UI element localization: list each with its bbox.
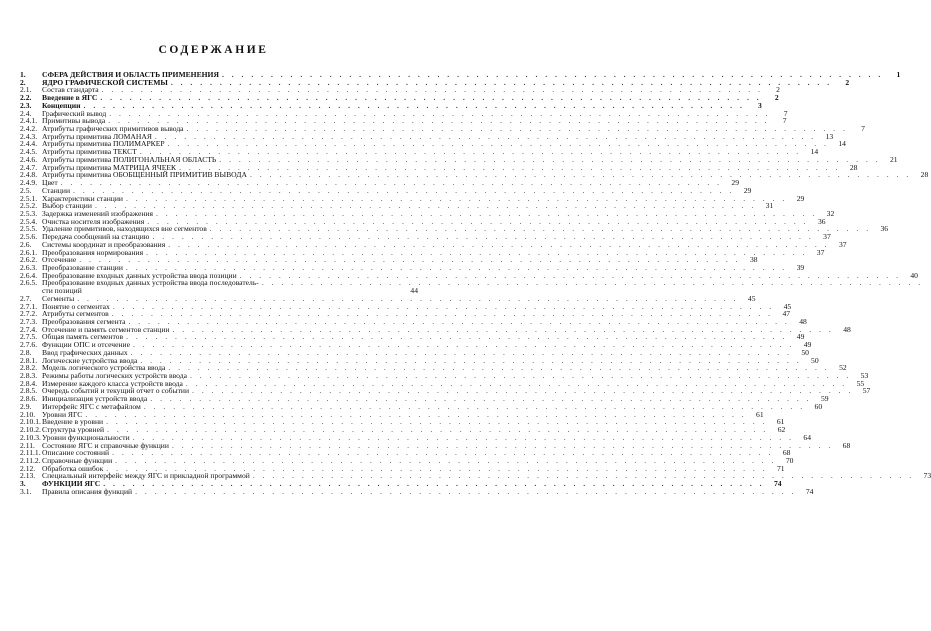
toc-entry-number: 2.4.3.: [20, 131, 38, 141]
toc-entry-number: 1.: [20, 70, 26, 79]
toc-entry-number: 2.8.1.: [20, 355, 38, 365]
toc-entry-page: 29: [731, 178, 740, 188]
toc-entry-page: 1: [896, 70, 901, 79]
toc-entry-title: Преобразование входных данных устройства ввода позиции: [42, 270, 237, 280]
toc-entry-title: Обработка ошибок: [42, 463, 104, 473]
dot-leader: [262, 279, 923, 287]
toc-entry-page: 40: [910, 270, 918, 280]
toc-entry-page: 74: [805, 486, 814, 496]
toc-entry-title: Ввод графических данных: [42, 347, 128, 357]
toc-entry-page: 37: [816, 247, 825, 257]
toc-entry-number: 2.8.5.: [20, 386, 38, 396]
toc-entry-title: Уровни ЯГС: [42, 409, 83, 419]
toc-entry-page: 29: [743, 185, 752, 195]
toc-entry-page: 61: [756, 409, 764, 419]
toc-entry-page: 50: [811, 355, 819, 365]
toc-entry-page: 50: [801, 347, 809, 357]
toc-entry-number: 2.4.8.: [20, 170, 38, 180]
toc-entry-number: 2.5.5.: [20, 224, 38, 234]
toc-entry-title: Состояние ЯГС и справочные функции: [42, 440, 169, 450]
toc-entry-number: 2.5.1.: [20, 193, 38, 203]
toc-entry-title: Общая память сегментов: [42, 332, 124, 342]
toc-entry-title: Отсечение и память сегментов станции: [42, 324, 170, 334]
toc-entry-title: Атрибуты примитива ПОЛИМАРКЕР: [42, 139, 165, 149]
toc-entry-title: Удаление примитивов, находящихся вне сегментов: [42, 224, 207, 234]
toc-entry-number: 2.1.: [20, 85, 32, 95]
toc-entry-page: 39: [796, 262, 805, 272]
toc-entry-title: Состав стандарта: [42, 85, 99, 95]
toc-entry-page: 53: [860, 371, 869, 381]
toc-entry-title: Описание состояний: [42, 448, 110, 458]
toc-entry-title: Правила описания функций: [42, 486, 133, 496]
toc-entry-page: 21: [890, 154, 898, 164]
toc-entry-title: Графический вывод: [42, 108, 107, 118]
toc-entry-number: 2.4.9.: [20, 178, 38, 188]
toc-entry-title: Системы координат и преобразования: [42, 239, 166, 249]
toc-entry-number: 2.10.3.: [20, 432, 41, 442]
toc-entry-page: 68: [842, 440, 851, 450]
toc-entry-title: Отсечение: [42, 255, 77, 265]
toc-entry-number: 2.6.1.: [20, 247, 38, 257]
toc-entry-page: 57: [862, 386, 871, 396]
toc-entry-number: 3.1.: [20, 486, 32, 496]
toc-entry-page: 13: [825, 131, 834, 141]
toc-entry-page: 14: [810, 147, 819, 157]
toc-entry-page: 55: [856, 378, 865, 388]
toc-entry-title: Введение в ЯГС: [42, 93, 98, 103]
toc-entry-title: СФЕРА ДЕЙСТВИЯ И ОБЛАСТЬ ПРИМЕНЕНИЯ: [42, 70, 219, 79]
toc-entry-page: 71: [777, 463, 785, 473]
toc-entry-title: Режимы работы логических устройств ввода: [42, 371, 187, 381]
toc-entry-number: 2.11.2.: [20, 455, 41, 465]
toc-entry-number: 2.7.2.: [20, 309, 38, 319]
toc-entry-title: Специальный интерфейс между ЯГС и прикладной программой: [42, 471, 250, 481]
toc-entry-page: 44: [410, 286, 418, 296]
toc-entry-title: Очередь событий и текущий отчет о событии: [42, 386, 190, 396]
toc-entry-page: 28: [849, 162, 858, 172]
toc-entry-page: 68: [782, 448, 791, 458]
toc-entry-title: Логические устройства ввода: [42, 355, 138, 365]
toc-entry-page: 73: [923, 471, 931, 481]
toc-entry-page: 32: [826, 208, 835, 218]
toc-entry-title: Справочные функции: [42, 455, 113, 465]
toc-entry-title: Атрибуты примитива ЛОМАНАЯ: [42, 131, 152, 141]
toc-entry-page: 7: [783, 108, 788, 118]
toc-entry-page: 36: [817, 216, 826, 226]
toc-entry-number: 2.7.: [20, 293, 32, 303]
toc-entry-number: 2.3.: [20, 100, 32, 110]
toc-entry-title: Атрибуты примитива МАТРИЦА ЯЧЕЕК: [42, 162, 177, 172]
toc-entry-page: 74: [773, 479, 782, 489]
toc-entry-number: 2.5.2.: [20, 201, 38, 211]
toc-entry-number: 2.13.: [20, 471, 36, 481]
toc-entry-page: 7: [861, 124, 865, 134]
toc-entry-title: Инициализация устройств ввода: [42, 394, 148, 404]
toc-entry-page: 36: [880, 224, 889, 234]
toc-entry-number: 2.8.: [20, 347, 32, 357]
toc-entry-title: Задержка изменений изображения: [42, 208, 153, 218]
toc-entry-number: 3.: [20, 479, 26, 489]
toc-entry-page: 7: [782, 116, 787, 126]
toc-entry-title: Концепции: [42, 100, 81, 110]
toc-entry-title: Структура уровней: [42, 425, 105, 435]
toc-entry-number: 2.6.: [20, 239, 32, 249]
toc-entry-number: 2.9.: [20, 401, 32, 411]
toc-entry-number: 2.12.: [20, 463, 36, 473]
toc-entry-page: 59: [820, 394, 829, 404]
toc-entry-number: 2.8.4.: [20, 378, 38, 388]
toc-entry-page: 31: [765, 201, 774, 211]
toc-entry-page: 61: [776, 417, 785, 427]
toc-entry-title: Модель логического устройства ввода: [42, 363, 166, 373]
toc-entry-title: Измерение каждого класса устройств ввода: [42, 378, 183, 388]
toc-entry-page: 2: [774, 93, 779, 103]
toc-entry-number: 2.6.2.: [20, 255, 38, 265]
toc-entry-title: Характеристики станции: [42, 193, 123, 203]
toc-entry-title: ФУНКЦИИ ЯГС: [42, 479, 101, 489]
toc-entry-page: 2: [776, 85, 780, 95]
toc-entry-number: 2.6.3.: [20, 262, 38, 272]
toc-entry-title: Преобразования нормирования: [42, 247, 144, 257]
toc-entry-number: 2.4.2.: [20, 124, 38, 134]
dot-leader: [135, 488, 796, 496]
toc-entry-title: Функции ОПС и отсечение: [42, 340, 130, 350]
toc-entry-page: 64: [803, 432, 811, 442]
toc-entry-page: 70: [785, 455, 794, 465]
toc-entry-title: Цвет: [42, 178, 58, 188]
toc-entry-number: 2.5.: [20, 185, 32, 195]
toc-entry-page: 37: [823, 232, 831, 242]
toc-entry-title: ЯДРО ГРАФИЧЕСКОЙ СИСТЕМЫ: [42, 77, 168, 87]
toc-entry-number: 2.7.6.: [20, 340, 38, 350]
toc-entry-number: 2.10.: [20, 409, 36, 419]
toc-entry-title: Передача сообщений на станцию: [42, 232, 150, 242]
toc-entry-number: 2.7.3.: [20, 317, 38, 326]
toc-entry-number: 2.7.5.: [20, 332, 38, 342]
toc-entry-number: 2.5.3.: [20, 208, 38, 218]
toc-entry-number: 2.7.4.: [20, 324, 38, 334]
toc-entry: [20, 486, 814, 496]
toc-entry-number: 2.4.6.: [20, 154, 38, 164]
toc-entry-title: Сегменты: [42, 293, 75, 303]
toc-entry-title: сти позиций: [42, 286, 82, 296]
toc-entry-title: Атрибуты графических примитивов вывода: [42, 124, 184, 134]
toc-entry-title: Введение в уровни: [42, 417, 104, 427]
toc-entry-page: 2: [845, 77, 850, 87]
toc-entry-title: Атрибуты примитива ОБОБЩЕННЫЙ ПРИМИТИВ ВЫВОДА: [42, 170, 247, 180]
toc-entry-title: Преобразования сегмента: [42, 317, 126, 326]
toc-entry-page: 62: [777, 425, 786, 435]
toc-entry-number: 2.4.5.: [20, 147, 38, 157]
toc-entry-number: 2.8.3.: [20, 371, 38, 381]
toc-entry-number: 2.4.1.: [20, 116, 38, 126]
toc-entry-number: 2.6.4.: [20, 270, 38, 280]
toc-entry-page: 48: [843, 324, 851, 334]
toc-entry-number: 2.7.1.: [20, 301, 38, 311]
toc-entry-page: 28: [920, 170, 929, 180]
toc-entry-page: 37: [838, 239, 847, 249]
toc-entry-title: Станции: [42, 185, 71, 195]
toc-entry-title: Выбор станции: [42, 201, 92, 211]
toc-entry-number: 2.10.2.: [20, 425, 41, 435]
toc-entry-page: 29: [796, 193, 805, 203]
toc-entry-page: 52: [839, 363, 847, 373]
toc-entry-number: 2.8.2.: [20, 363, 38, 373]
toc-entry-number: 2.5.4.: [20, 216, 38, 226]
toc-entry-title: Очистка носителя изображения: [42, 216, 145, 226]
toc-entry-number: 2.4.7.: [20, 162, 38, 172]
toc-entry-number: 2.8.6.: [20, 394, 38, 404]
toc-entry-number: 2.11.1.: [20, 448, 41, 458]
toc-entry-title: Преобразование входных данных устройства ввода последователь-: [42, 278, 259, 288]
toc-entry-number: 2.4.4.: [20, 139, 38, 149]
toc-entry-title: Понятие о сегментах: [42, 301, 110, 311]
page-title: СОДЕРЖАНИЕ: [158, 44, 269, 56]
toc-entry-title: Уровни функциональности: [42, 432, 130, 442]
toc-entry-page: 49: [803, 340, 812, 350]
toc-entry-title: Интерфейс ЯГС с метафайлом: [42, 401, 141, 411]
toc-entry-title: Преобразование станции: [42, 262, 123, 272]
toc-entry-number: 2.2.: [20, 93, 32, 103]
toc-entry-page: 45: [783, 301, 792, 311]
toc-entry-page: 14: [838, 139, 846, 149]
toc-entry-number: 2.10.1.: [20, 417, 41, 427]
toc-entry-page: 38: [749, 255, 758, 265]
toc-entry-page: 3: [758, 100, 762, 110]
table-of-contents: [20, 70, 931, 496]
toc-entry-number: 2.4.: [20, 108, 32, 118]
toc-entry-number: 2.5.6.: [20, 232, 38, 242]
toc-entry-title: Атрибуты примитива ПОЛИГОНАЛЬНАЯ ОБЛАСТЬ: [42, 154, 217, 164]
toc-entry-title: Примитивы вывода: [42, 116, 106, 126]
toc-entry-page: 45: [747, 293, 756, 303]
toc-entry-title: Атрибуты сегментов: [42, 309, 109, 319]
toc-entry-page: 60: [814, 401, 823, 411]
toc-entry-title: Атрибуты примитива ТЕКСТ: [42, 147, 137, 157]
toc-entry-number: 2.11.: [20, 440, 35, 450]
toc-entry-number: 2.6.5.: [20, 278, 38, 288]
toc-entry-page: 49: [796, 332, 805, 342]
toc-entry-page: 47: [782, 309, 791, 319]
toc-entry-page: 48: [799, 317, 807, 326]
toc-entry-number: 2.: [20, 77, 26, 87]
